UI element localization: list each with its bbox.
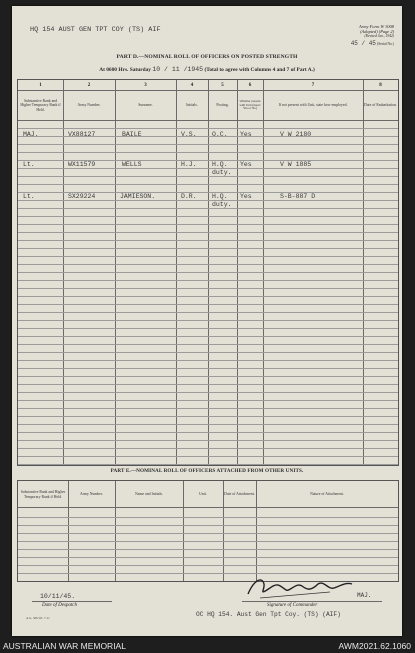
col-num-6: 6 [248, 83, 252, 88]
col-num-3: 3 [144, 83, 147, 88]
at-prefix: At 0600 Hrs. Saturday [99, 67, 151, 73]
despatch-date: 10/11/45. [40, 593, 76, 600]
e-header-unit: Unit. [199, 492, 207, 497]
row1-number: VX88127 [68, 131, 96, 138]
unit-signoff: OC HQ 154. Aust Gen Tpt Coy. (TS) (AIF) [196, 611, 341, 618]
e-header-date: Date of Attachment. [224, 492, 255, 497]
row1-initials: V.S. [181, 131, 197, 138]
form-revised: (Revised Jan., 1942) [364, 34, 394, 38]
row1-employed: V W 2180 [280, 131, 312, 138]
row2-number: WX11579 [68, 161, 96, 168]
print-code: A.G. 506 Wt. 7-11 [26, 616, 50, 620]
row1-rank: MAJ. [23, 131, 39, 138]
e-header-nature: Nature of Attachment. [310, 492, 344, 497]
header-rank: Substantive Rank and Higher Temporary Rank if Held. [20, 98, 61, 112]
header-present: Whether present with Unit (insert Yes or No) [239, 98, 261, 111]
header-employed: If not present with Unit, state how employed. [278, 103, 348, 108]
form-id-block [351, 24, 394, 47]
row2-present: Yes [240, 161, 252, 168]
col-num-8: 8 [379, 83, 382, 88]
header-posting: Posting. [216, 103, 229, 108]
serial-number: 45 / 45 [350, 40, 376, 47]
row2-rank: Lt. [23, 161, 35, 168]
document-page [12, 6, 402, 636]
despatch-label: Date of Despatch [42, 603, 77, 608]
row2-surname: WELLS [122, 161, 142, 168]
unit-line: HQ 154 AUST GEN TPT COY (TS) AIF [30, 26, 161, 34]
row3-posting-cont: duty. [212, 201, 232, 208]
row2-employed: V W 1885 [280, 161, 312, 168]
caption-accession: AWM2021.62.1060 [338, 641, 411, 651]
row3-rank: Lt. [23, 193, 35, 200]
form-number: Army Form W 3008 [359, 24, 394, 29]
serial-label: (Serial No.) [377, 42, 394, 46]
row3-present: Yes [240, 193, 252, 200]
signature-label: Signature of Commander [267, 603, 318, 608]
row3-surname: JAMIESON. [120, 193, 156, 200]
form-adapted: (Adapted) (Page 2) [360, 29, 394, 34]
row2-posting: H.Q. [212, 161, 228, 168]
part-d-date-line [12, 66, 402, 73]
commander-signature [240, 572, 360, 602]
e-header-name: Name and Initials. [135, 492, 163, 497]
row3-number: SX29224 [68, 193, 96, 200]
header-army-number: Army Number. [77, 103, 101, 108]
header-initials: Initials. [186, 103, 198, 108]
serial-line [351, 41, 394, 47]
col-num-1: 1 [39, 83, 42, 88]
row3-posting: H.Q. [212, 193, 228, 200]
row3-employed: S-B-887 D [280, 193, 316, 200]
e-header-rank: Substantive Rank and Higher Temporary Rank if Held. [20, 490, 66, 499]
col-num-2: 2 [87, 83, 91, 88]
row1-surname: BAILE [122, 131, 142, 138]
header-embarkation: Date of Embarkation. [364, 103, 397, 108]
part-e-title: PART E.—NOMINAL ROLL OF OFFICERS ATTACHED FROM OTHER UNITS. [110, 468, 304, 474]
row1-present: Yes [240, 131, 252, 138]
at-suffix: (Total to agree with Columns 4 and 7 of Part A.) [204, 67, 315, 73]
e-header-army-number: Army Number. [80, 492, 103, 497]
col-num-5: 5 [221, 83, 224, 88]
part-d-table [17, 79, 399, 466]
row3-initials: D.R. [181, 193, 197, 200]
row2-initials: H.J. [181, 161, 197, 168]
archive-caption [0, 640, 415, 653]
header-surname: Surname. [138, 103, 153, 108]
part-e-table [17, 480, 399, 582]
roll-date: 10 / 11 /1945 [152, 66, 204, 73]
caption-institution: AUSTRALIAN WAR MEMORIAL [3, 641, 126, 651]
row1-posting: O.C. [212, 131, 228, 138]
row2-posting-cont: duty. [212, 169, 232, 176]
col-num-4: 4 [190, 83, 194, 88]
commander-rank: MAJ. [357, 592, 372, 599]
col-num-7: 7 [311, 83, 315, 88]
part-d-title: PART D.—NOMINAL ROLL OF OFFICERS ON POSTED STRENGTH [116, 54, 298, 60]
